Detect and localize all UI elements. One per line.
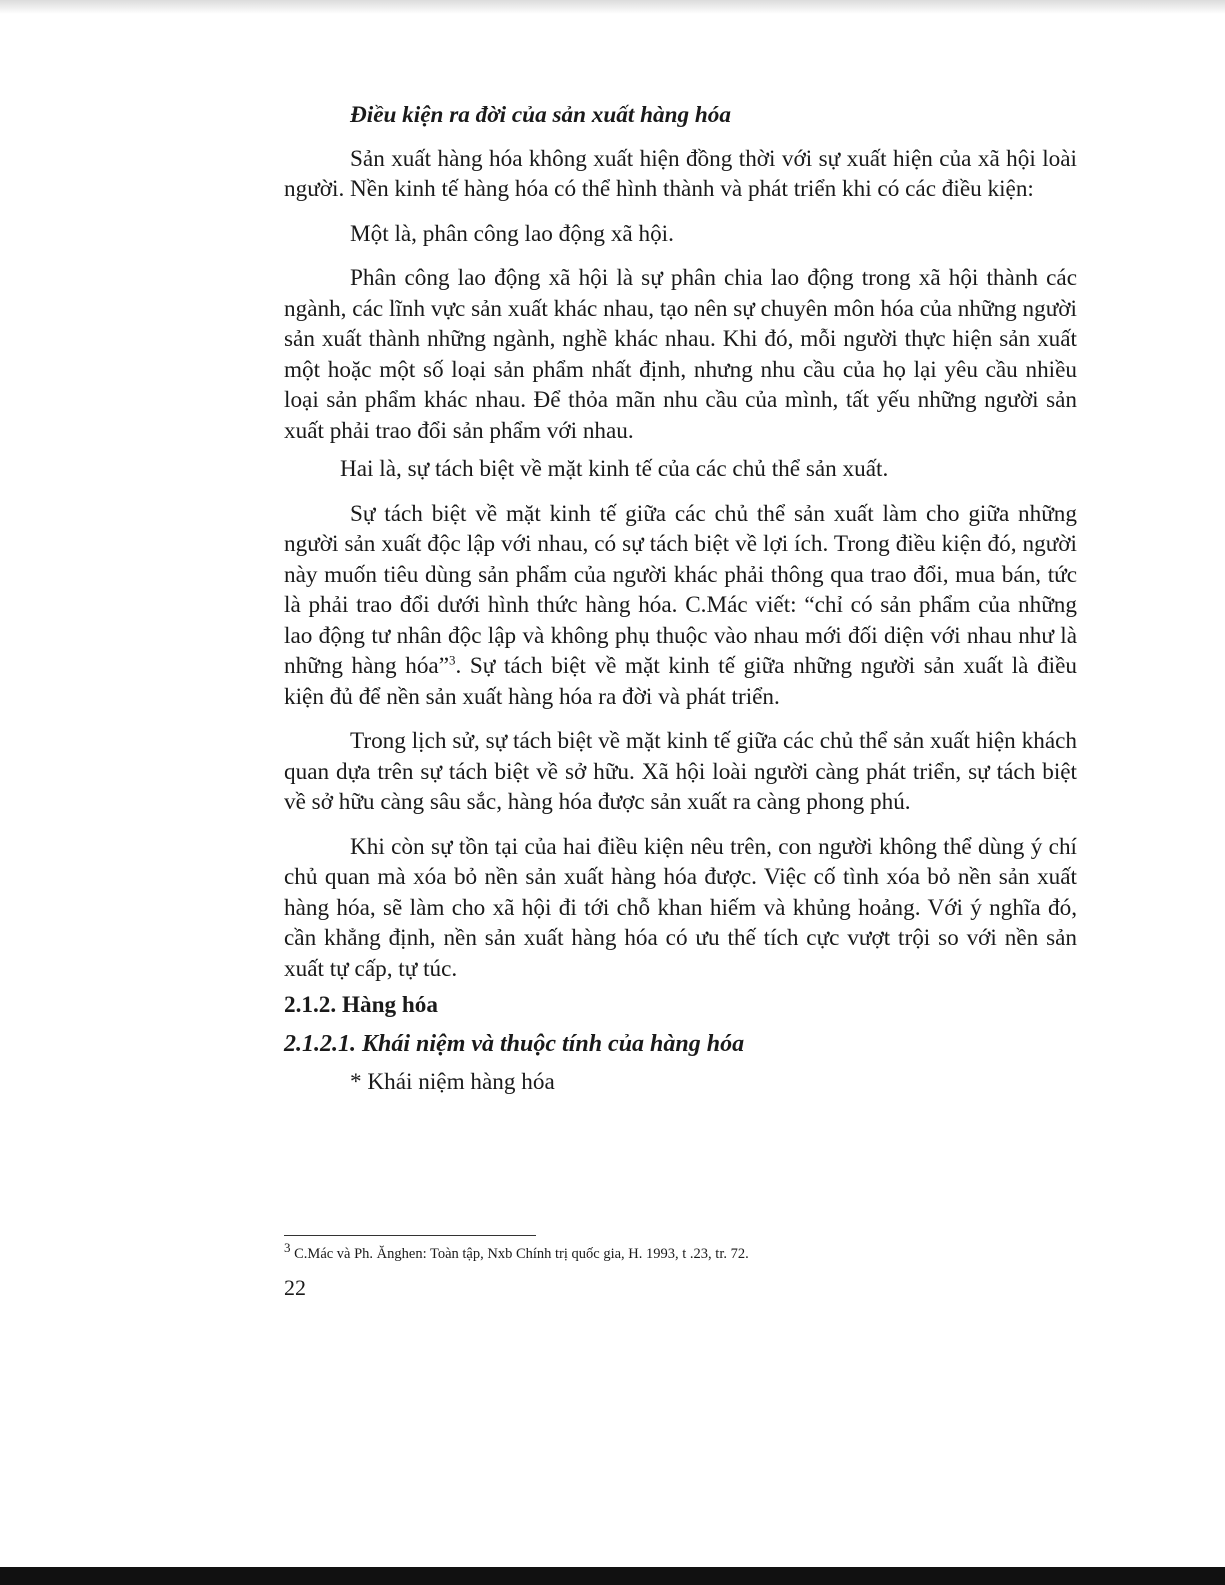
subsection-title: 2.1.2.1. Khái niệm và thuộc tính của hàng hóa (284, 1030, 745, 1057)
page-top-edge (0, 0, 1225, 14)
section-heading: Điều kiện ra đời của sản xuất hàng hóa (350, 102, 731, 128)
page-number: 22 (284, 1275, 306, 1300)
footnote-text: C.Mác và Ph. Ănghen: Toàn tập, Nxb Chính trị quốc gia, H. 1993, t .23, tr. 72. (290, 1246, 749, 1262)
paragraph-history: Trong lịch sử, sự tách biệt về mặt kinh tế giữa các chủ thể sản xuất hiện khách quan dựa trên sự tách biệt về sở hữu. Xã hội loài người càng phát triển, sự tách biệt về sở hữu càng sâu sắc, hàng hóa được sản xuất ra càng phong phú. (284, 728, 1077, 815)
bullet-line: * Khái niệm hàng hóa (350, 1069, 555, 1095)
footnote-reference: 3 (449, 652, 456, 668)
paragraph-condition-one: Một là, phân công lao động xã hội. (350, 220, 674, 247)
paragraph-text-continued: . Sự tách biệt về mặt kinh tế giữa những người sản xuất là điều kiện đủ để nền sản xuất hàng hóa ra đời và phát triển. (284, 653, 1077, 710)
footnote-divider (284, 1235, 536, 1236)
paragraph-condition-two: Hai là, sự tách biệt về mặt kinh tế của các chủ thể sản xuất. (340, 456, 889, 482)
paragraph-economic-separation (284, 499, 1077, 713)
paragraph-conclusion: Khi còn sự tồn tại của hai điều kiện nêu trên, con người không thể dùng ý chí chủ quan mà xóa bỏ nền sản xuất hàng hóa được. Việc cố tình xóa bỏ nền sản xuất hàng hóa, sẽ làm cho xã hội đi tới chỗ khan hiếm và khủng hoảng. Với ý nghĩa đó, cần khẳng định, nền sản xuất hàng hóa có ưu thế tích cực vượt trội so với nền sản xuất tự cấp, tự túc. (284, 833, 1077, 982)
section-title: 2.1.2. Hàng hóa (284, 992, 438, 1018)
page-body (284, 100, 1077, 1098)
footnote (284, 1240, 1077, 1264)
footnote-area (284, 1235, 1077, 1264)
paragraph-intro: Sản xuất hàng hóa không xuất hiện đồng thời với sự xuất hiện của xã hội loài người. Nền kinh tế hàng hóa có thể hình thành và phát triển khi có các điều kiện: (284, 145, 1077, 202)
paragraph-division-of-labor: Phân công lao động xã hội là sự phân chia lao động trong xã hội thành các ngành, các lĩnh vực sản xuất khác nhau, tạo nên sự chuyên môn hóa của những người sản xuất thành những ngành, nghề khác nhau. Khi đó, mỗi người thực hiện sản xuất một hoặc một số loại sản phẩm nhất định, nhưng nhu cầu của họ lại yêu cầu nhiều loại sản phẩm khác nhau. Để thỏa mãn nhu cầu của mình, tất yếu những người sản xuất phải trao đổi sản phẩm với nhau. (284, 265, 1077, 444)
footnote-number: 3 (284, 1240, 291, 1256)
page-bottom-edge (0, 1567, 1225, 1585)
paragraph-text: Sự tách biệt về mặt kinh tế giữa các chủ thể sản xuất làm cho giữa những người sản xuất độc lập với nhau, có sự tách biệt về lợi ích. Trong điều kiện đó, người này muốn tiêu dùng sản phẩm của người khác phải thông qua trao đổi, mua bán, tức là phải trao đổi dưới hình thức hàng hóa. C.Mác viết: “chỉ có sản phẩm của những lao động tư nhân độc lập và không phụ thuộc vào nhau mới đối diện với nhau như là những hàng hóa” (284, 500, 1077, 679)
